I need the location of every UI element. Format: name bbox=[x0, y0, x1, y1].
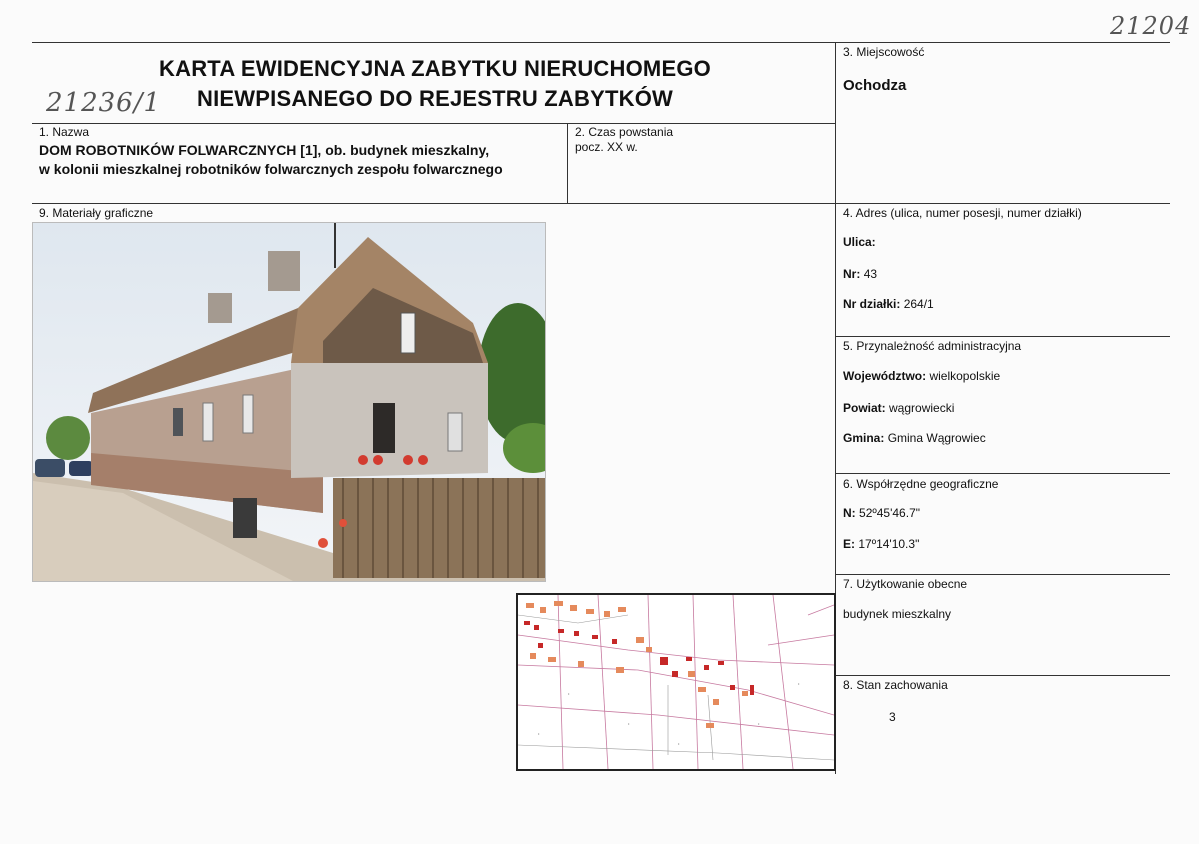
wojewodztwo-value: wielkopolskie bbox=[929, 369, 1001, 383]
gmina-value: Gmina Wągrowiec bbox=[887, 431, 986, 445]
svg-text:•: • bbox=[678, 741, 680, 746]
wojewodztwo-label: Województwo: bbox=[843, 369, 927, 383]
svg-text:•: • bbox=[538, 731, 540, 736]
czas-value: pocz. XX w. bbox=[575, 140, 638, 154]
handwritten-inventory-number: 21236/1 bbox=[46, 88, 162, 118]
svg-text:•: • bbox=[568, 691, 570, 696]
svg-text:•: • bbox=[628, 721, 630, 726]
powiat-value: wągrowiecki bbox=[889, 401, 955, 415]
title-line-1: KARTA EWIDENCYJNA ZABYTKU NIERUCHOMEGO bbox=[159, 56, 711, 81]
gmina-row bbox=[843, 431, 986, 445]
uzytkowanie-value: budynek mieszkalny bbox=[843, 607, 952, 621]
powiat-row bbox=[843, 401, 954, 415]
svg-text:•: • bbox=[798, 681, 800, 686]
ulica-label: Ulica: bbox=[843, 235, 876, 249]
stan-value: 3 bbox=[889, 710, 896, 724]
nazwa-label: 1. Nazwa bbox=[39, 125, 90, 139]
latitude-value: 52º45'46.7" bbox=[859, 506, 920, 520]
latitude-label: N: bbox=[843, 506, 856, 520]
przynaleznosc-label: 5. Przynależność administracyjna bbox=[843, 339, 1022, 353]
czas-label: 2. Czas powstania bbox=[575, 125, 674, 139]
longitude-label: E: bbox=[843, 537, 855, 551]
dzialka-row bbox=[843, 297, 934, 311]
cadastral-map bbox=[516, 593, 836, 771]
dzialka-label: Nr działki: bbox=[843, 297, 901, 311]
adres-label: 4. Adres (ulica, numer posesji, numer działki) bbox=[843, 206, 1082, 220]
latitude-row bbox=[843, 506, 920, 520]
nr-row bbox=[843, 267, 877, 281]
wojewodztwo-row bbox=[843, 369, 1000, 383]
nazwa-line-1: DOM ROBOTNIKÓW FOLWARCZNYCH [1], ob. budynek mieszkalny, bbox=[39, 142, 490, 158]
wspolrzedne-label: 6. Współrzędne geograficzne bbox=[843, 477, 999, 491]
page-title bbox=[140, 54, 730, 114]
longitude-value: 17º14'10.3" bbox=[858, 537, 920, 551]
title-line-2: NIEWPISANEGO DO REJESTRU ZABYTKÓW bbox=[197, 86, 673, 111]
dzialka-value: 264/1 bbox=[903, 297, 934, 311]
svg-text:•: • bbox=[758, 721, 760, 726]
powiat-label: Powiat: bbox=[843, 401, 886, 415]
building-photo bbox=[32, 222, 546, 582]
uzytkowanie-label: 7. Użytkowanie obecne bbox=[843, 577, 968, 591]
stan-label: 8. Stan zachowania bbox=[843, 678, 948, 692]
miejscowosc-label: 3. Miejscowość bbox=[843, 45, 925, 59]
longitude-row bbox=[843, 537, 919, 551]
miejscowosc-value: Ochodza bbox=[843, 77, 907, 94]
handwritten-number: 21204 bbox=[1110, 12, 1192, 40]
materialy-label: 9. Materiały graficzne bbox=[39, 206, 154, 220]
gmina-label: Gmina: bbox=[843, 431, 885, 445]
nr-label: Nr: bbox=[843, 267, 861, 281]
nr-value: 43 bbox=[863, 267, 878, 281]
nazwa-line-2: w kolonii mieszkalnej robotników folwarcznych zespołu folwarcznego bbox=[39, 161, 503, 177]
ulica-row bbox=[843, 235, 876, 249]
